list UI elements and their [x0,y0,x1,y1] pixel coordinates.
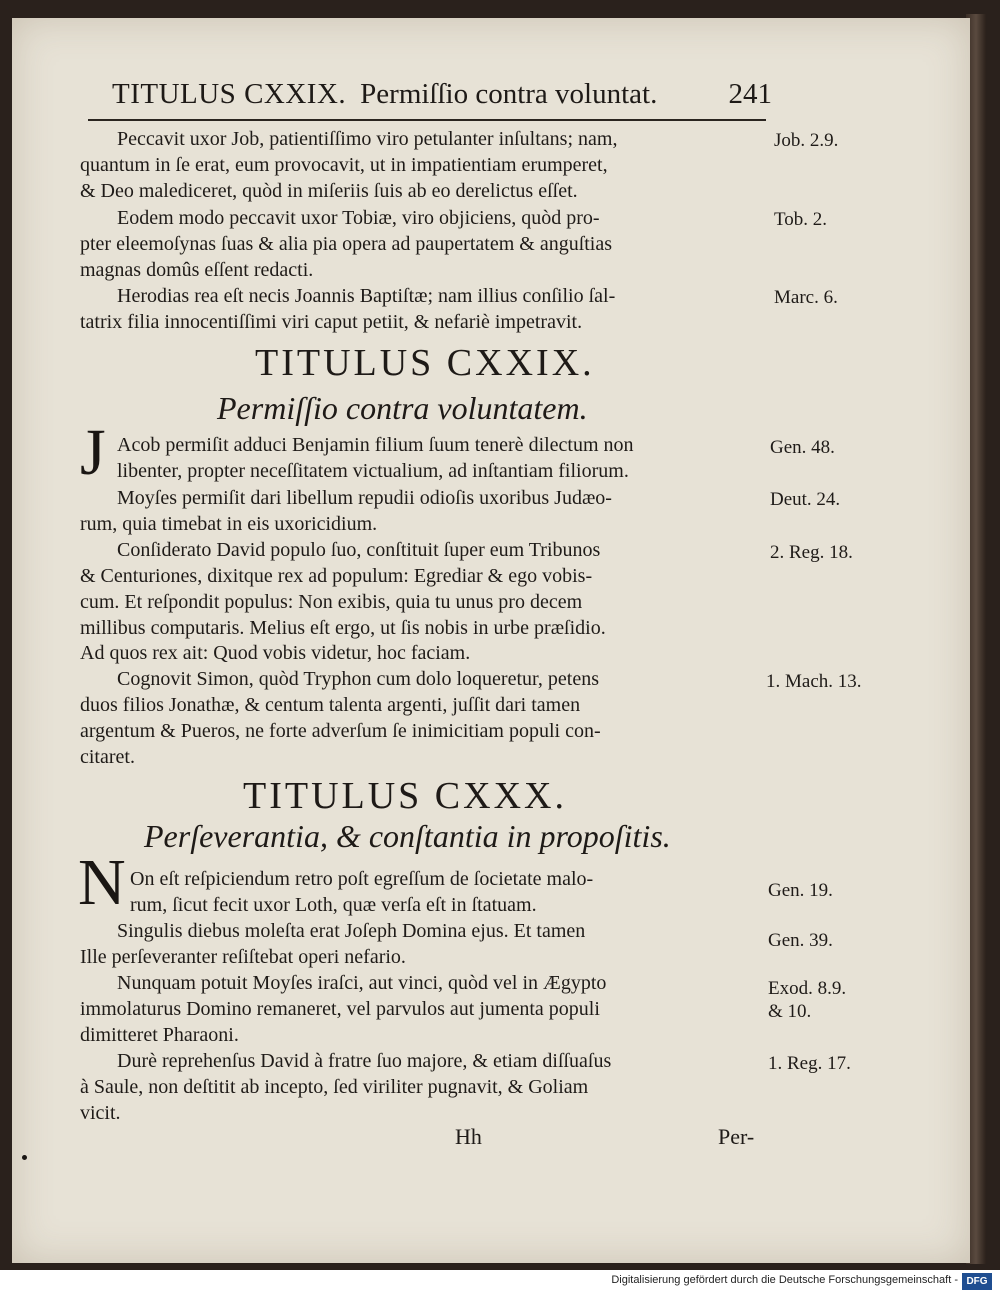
text-line: quantum in ſe erat, eum provocavit, ut in impatientiam erumperet, [80,154,608,176]
margin-reference: 1. Mach. 13. [766,671,862,692]
margin-reference: Job. 2.9. [774,130,839,151]
ink-speck [22,1155,27,1160]
page-number: 241 [728,78,772,110]
margin-reference: 2. Reg. 18. [770,542,853,563]
text-line: On eſt reſpiciendum retro poſt egreſſum de ſocietate malo- [130,868,594,890]
text-line: libenter, propter neceſſitatem victualium, ad inſtantiam filiorum. [117,460,629,482]
drop-cap: J [80,416,106,489]
text-line: Conſiderato David populo ſuo, conſtituit ſuper eum Tribunos [117,539,601,561]
text-line: rum, ſicut fecit uxor Loth, quæ verſa eſt in ſtatuam. [130,894,537,916]
text-line: Ille perſeveranter reſiſtebat operi nefario. [80,946,406,968]
margin-reference: & 10. [768,1001,812,1022]
text-line: magnas domûs eſſent redacti. [80,259,314,281]
text-line: pter eleemoſynas ſuas & alia pia opera ad paupertatem & anguſtias [80,233,613,255]
text-line: Durè reprehenſus David à fratre ſuo majore, & etiam diſſuaſus [117,1050,612,1072]
running-head-subtitle: Permiſſio contra voluntat. [360,78,658,110]
text-line: Cognovit Simon, quòd Tryphon cum dolo loqueretur, petens [117,668,599,690]
text-line: & Centuriones, dixitque rex ad populum: Egrediar & ego vobis- [80,565,593,587]
text-line: immolaturus Domino remaneret, vel parvulos aut jumenta populi [80,998,600,1020]
margin-reference: Exod. 8.9. [768,978,847,999]
margin-reference: Tob. 2. [774,209,828,230]
margin-reference: Marc. 6. [774,287,838,308]
text-line: argentum & Pueros, ne forte adverſum ſe inimicitiam populi con- [80,720,601,742]
section-subtitle: Permiſſio contra voluntatem. [217,390,588,426]
text-line: dimitteret Pharaoni. [80,1024,239,1046]
text-line: tatrix filia innocentiſſimi viri caput petiit, & nefariè impetravit. [80,311,583,333]
section-title: TITULUS CXXX. [243,775,567,817]
text-line: à Saule, non deſtitit ab incepto, ſed viriliter pugnavit, & Goliam [80,1076,589,1098]
text-line: Eodem modo peccavit uxor Tobiæ, viro objiciens, quòd pro- [117,207,600,229]
text-line: Peccavit uxor Job, patientiſſimo viro petulanter inſultans; nam, [117,128,618,150]
signature-mark: Hh [455,1124,482,1149]
text-line: millibus computaris. Melius eſt ergo, ut ſis nobis in urbe præſidio. [80,617,606,639]
text-line: Ad quos rex ait: Quod vobis videtur, hoc faciam. [80,642,471,664]
funding-credit: Digitalisierung gefördert durch die Deutsche Forschungsgemeinschaft - [611,1274,958,1286]
drop-cap: N [78,846,126,919]
header-rule [88,119,766,121]
catchword: Per- [718,1124,755,1149]
text-line: cum. Et reſpondit populus: Non exibis, quia tu unus pro decem [80,591,583,613]
margin-reference: Gen. 48. [770,437,835,458]
text-line: Moyſes permiſit dari libellum repudii odioſis uxoribus Judæo- [117,487,612,509]
running-head [112,78,772,111]
text-line: Singulis diebus moleſta erat Joſeph Domina ejus. Et tamen [117,920,586,942]
text-line: & Deo malediceret, quòd in miſeriis ſuis ab eo derelictus eſſet. [80,180,578,202]
section-subtitle: Perſeverantia, & conſtantia in propoſitis. [144,818,671,854]
margin-reference: Gen. 39. [768,930,833,951]
text-line: Nunquam potuit Moyſes iraſci, aut vinci, quòd vel in Ægypto [117,972,607,994]
section-title: TITULUS CXXIX. [255,342,595,384]
text-line: citaret. [80,746,135,768]
text-line: Herodias rea eſt necis Joannis Baptiſtæ; nam illius conſilio ſal- [117,285,616,307]
footer-bar [0,1270,1000,1295]
margin-reference: 1. Reg. 17. [768,1053,851,1074]
text-line: vicit. [80,1102,121,1124]
running-head-title: TITULUS CXXIX. [112,78,347,110]
margin-reference: Gen. 19. [768,880,833,901]
dfg-logo[interactable]: DFG [962,1273,992,1290]
text-line: rum, quia timebat in eis uxoricidium. [80,513,378,535]
margin-reference: Deut. 24. [770,489,841,510]
text-line: duos filios Jonathæ, & centum talenta argenti, juſſit dari tamen [80,694,581,716]
text-line: Acob permiſit adduci Benjamin filium ſuum tenerè dilectum non [117,434,634,456]
